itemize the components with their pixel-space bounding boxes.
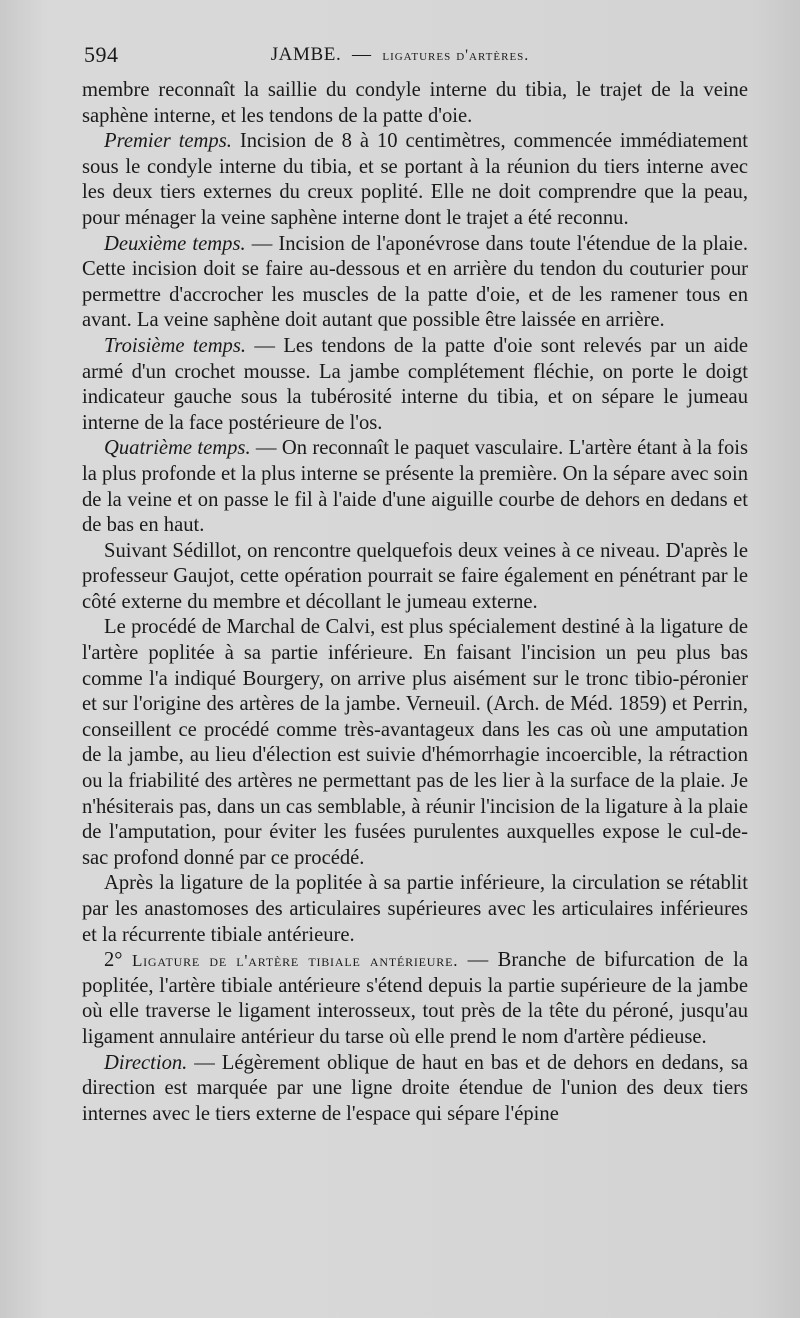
running-head-dash: — (352, 44, 372, 65)
paragraph-lead: Direction. (104, 1051, 188, 1074)
running-head-sub: ligatures d'artères. (382, 47, 530, 64)
paragraph-marchal-de-calvi (82, 615, 748, 871)
paragraph-lead: 2° (104, 949, 132, 972)
paragraph-troisieme-temps (82, 334, 748, 436)
paragraph-premier-temps (82, 129, 748, 231)
paragraph-sedillot (82, 539, 748, 616)
running-head (0, 44, 800, 66)
paragraph-text: — Incision de l'aponévrose dans toute l'étendue de la plaie. Cette incision doit se faire au-dessous et en arrière du tendon du couturier pour permettre d'accrocher les muscles de la patte d'oie, et de les ramener tous en avant. La veine saphène doit autant que possible être laissée en arrière. (82, 232, 749, 332)
paragraph-direction (82, 1051, 748, 1128)
paragraph-tibiale-anterieure (82, 948, 748, 1050)
paragraph-text: — Branche de bifurcation de la poplitée, l'artère tibiale antérieure s'étend depuis la partie supérieure de la jambe où elle traverse le ligament interosseux, tout près de la tête du péroné, jusqu'au ligament annulaire antérieur du tarse où elle prend le nom d'artère pédieuse. (82, 949, 748, 1048)
running-head-main: JAMBE. (270, 44, 342, 65)
paragraph-lead: Deuxième temps. (104, 232, 246, 255)
paragraph-text: Après la ligature de la poplitée à sa partie inférieure, la circulation se rétablit par les anastomoses des articulaires supérieures avec les articulaires inférieures et la récurrente tibiale antérieure. (82, 872, 748, 946)
paragraph-lead: Quatrième temps. (104, 437, 251, 460)
section-heading: Ligature de l'artère tibiale antérieure. (131, 951, 459, 971)
paragraph-continuation (82, 78, 748, 129)
paragraph-text: Suivant Sédillot, on rencontre quelquefois deux veines à ce niveau. D'après le professeur Gaujot, cette opération pourrait se faire également en pénétrant par le côté externe du membre et décollant le jumeau externe. (82, 539, 748, 613)
paragraph-circulation (82, 871, 748, 948)
page-header (0, 42, 800, 70)
body-text (82, 78, 748, 1127)
paragraph-text: Le procédé de Marchal de Calvi, est plus spécialement destiné à la ligature de l'artère poplitée à sa partie inférieure. En faisant l'incision un peu plus bas comme l'a indiqué Bourgery, on arrive plus aisément sur le tronc tibio-péronier et sur l'origine des artères de la jambe. Verneuil. (Arch. de Méd. 1859) et Perrin, conseillent ce procédé comme très-avantageux dans les cas où une amputation de la jambe, au lieu d'élection est suivie d'hémorrhagie incoercible, la rétraction ou la friabilité des artères ne permettant pas de les lier à la surface de la plaie. Je n'hésiterais pas, dans un cas semblable, à réunir l'incision de la ligature à la plaie de l'amputation, pour éviter les fusées purulentes auxquelles expose le cul-de-sac profond donné par ce procédé. (82, 616, 748, 869)
paragraph-text: membre reconnaît la saillie du condyle interne du tibia, le trajet de la veine saphène interne, et les tendons de la patte d'oie. (82, 79, 748, 127)
paragraph-lead: Troisième temps. (104, 334, 247, 357)
paragraph-text: — Légèrement oblique de haut en bas et de dehors en dedans, sa direction est marquée par une ligne droite étendue de l'union des deux tiers internes avec le tiers externe de l'espace qui sépare l'épine (82, 1051, 748, 1125)
paragraph-lead: Premier temps. (104, 130, 232, 153)
paragraph-text: — Les tendons de la patte d'oie sont relevés par un aide armé d'un crochet mousse. La jambe complétement fléchie, on porte le doigt indicateur gauche sous la tubérosité interne du tibia, et on sépare le jumeau interne de la face postérieure de l'os. (82, 334, 748, 434)
page-number: 594 (84, 42, 119, 67)
paragraph-quatrieme-temps (82, 436, 748, 538)
paragraph-text: Incision de 8 à 10 centimètres, commencée immédiatement sous le condyle interne du tibia, et se portant à la réunion du tiers interne avec les deux tiers externes du creux poplité. Elle ne doit comprendre que la peau, pour ménager la veine saphène interne dont le trajet a été reconnu. (82, 130, 748, 229)
paragraph-text: — On reconnaît le paquet vasculaire. L'artère étant à la fois la plus profonde et la plus interne se présente la première. On la sépare avec soin de la veine et on passe le fil à l'aide d'une aiguille courbe de dehors en dedans et de bas en haut. (82, 437, 749, 537)
paragraph-deuxieme-temps (82, 232, 748, 334)
